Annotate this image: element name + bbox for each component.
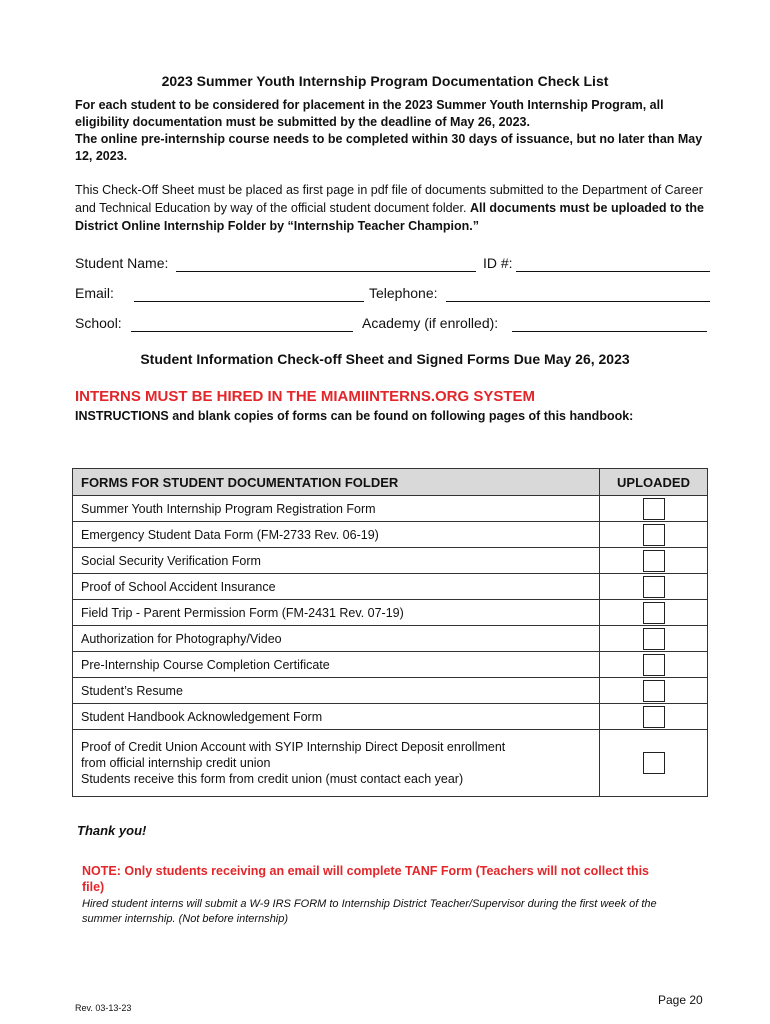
course-deadline-text: The online pre-internship course needs to be completed within 30 days of issuance, but no later than May 12, 2023.	[75, 132, 703, 163]
table-row	[73, 548, 708, 574]
form-name: Student Handbook Acknowledgement Form	[73, 704, 600, 730]
table-row	[73, 730, 708, 797]
table-row	[73, 574, 708, 600]
table-row	[73, 626, 708, 652]
email-telephone-row	[75, 285, 710, 305]
form-name: Summer Youth Internship Program Registration Form	[73, 496, 600, 522]
uploaded-checkbox[interactable]	[643, 576, 665, 598]
student-name-line[interactable]	[176, 271, 476, 272]
academy-label: Academy (if enrolled):	[362, 315, 499, 331]
form-name: Authorization for Photography/Video	[73, 626, 600, 652]
school-academy-row	[75, 315, 710, 335]
thank-you-text: Thank you!	[77, 823, 147, 838]
form-name: Proof of School Accident Insurance	[73, 574, 600, 600]
telephone-line[interactable]	[446, 301, 710, 302]
table-row	[73, 678, 708, 704]
name-id-row	[75, 255, 710, 275]
w9-note: Hired student interns will submit a W-9 IRS FORM to Internship District Teacher/Supervisor during the first week of the summer internship. (Not before internship)	[82, 898, 657, 925]
due-date-heading: Student Information Check-off Sheet and Signed Forms Due May 26, 2023	[140, 351, 630, 367]
table-row	[73, 652, 708, 678]
school-label: School:	[75, 315, 122, 331]
instructions-text: INSTRUCTIONS and blank copies of forms can be found on following pages of this handbook:	[75, 409, 634, 423]
form-name-line: Students receive this form from credit union (must contact each year)	[81, 772, 464, 786]
uploaded-checkbox[interactable]	[643, 752, 665, 774]
tanf-note: NOTE: Only students receiving an email will complete TANF Form (Teachers will not collect this file)	[82, 864, 650, 894]
form-name: Student’s Resume	[73, 678, 600, 704]
academy-line[interactable]	[512, 331, 707, 332]
email-label: Email:	[75, 285, 114, 301]
revision-date: Rev. 03-13-23	[75, 1003, 132, 1013]
form-name-line: Proof of Credit Union Account with SYIP Internship Direct Deposit enrollment	[81, 740, 506, 754]
uploaded-checkbox[interactable]	[643, 550, 665, 572]
uploaded-column-header: UPLOADED	[600, 469, 708, 496]
uploaded-checkbox[interactable]	[643, 628, 665, 650]
uploaded-checkbox[interactable]	[643, 680, 665, 702]
form-name: Pre-Internship Course Completion Certificate	[73, 652, 600, 678]
telephone-label: Telephone:	[369, 285, 438, 301]
uploaded-checkbox[interactable]	[643, 654, 665, 676]
email-line[interactable]	[134, 301, 364, 302]
id-label: ID #:	[483, 255, 513, 271]
deadline-notice	[75, 97, 715, 165]
form-name: Emergency Student Data Form (FM-2733 Rev. 06-19)	[73, 522, 600, 548]
id-line[interactable]	[516, 271, 710, 272]
page-number: Page 20	[658, 993, 703, 1007]
uploaded-checkbox[interactable]	[643, 498, 665, 520]
uploaded-checkbox[interactable]	[643, 602, 665, 624]
student-name-label: Student Name:	[75, 255, 169, 271]
table-row	[73, 522, 708, 548]
forms-column-header: FORMS FOR STUDENT DOCUMENTATION FOLDER	[73, 469, 600, 496]
form-name-line: from official internship credit union	[81, 756, 271, 770]
page-title: 2023 Summer Youth Internship Program Documentation Check List	[161, 73, 609, 89]
upload-requirement-text: All documents must be uploaded to the District Online Internship Folder by “Internship Teacher Champion.”	[75, 201, 704, 233]
table-header-row	[73, 469, 708, 496]
table-row	[73, 600, 708, 626]
form-name	[73, 730, 600, 797]
table-row	[73, 496, 708, 522]
interns-hiring-heading: INTERNS MUST BE HIRED IN THE MIAMIINTERNS.ORG SYSTEM	[75, 388, 536, 405]
eligibility-deadline-text: For each student to be considered for placement in the 2023 Summer Youth Internship Program, all eligibility documentation must be submitted by the deadline of May 26, 2023.	[75, 98, 664, 129]
uploaded-checkbox[interactable]	[643, 706, 665, 728]
uploaded-checkbox[interactable]	[643, 524, 665, 546]
checkoff-instructions	[75, 181, 720, 235]
checkoff-instructions-text: This Check-Off Sheet must be placed as first page in pdf file of documents submitted to the Department of Career and Technical Education by way of the official student document folder.	[75, 183, 703, 215]
table-row	[73, 704, 708, 730]
forms-checklist-table	[72, 468, 708, 797]
school-line[interactable]	[131, 331, 353, 332]
form-name: Field Trip - Parent Permission Form (FM-2431 Rev. 07-19)	[73, 600, 600, 626]
form-name: Social Security Verification Form	[73, 548, 600, 574]
